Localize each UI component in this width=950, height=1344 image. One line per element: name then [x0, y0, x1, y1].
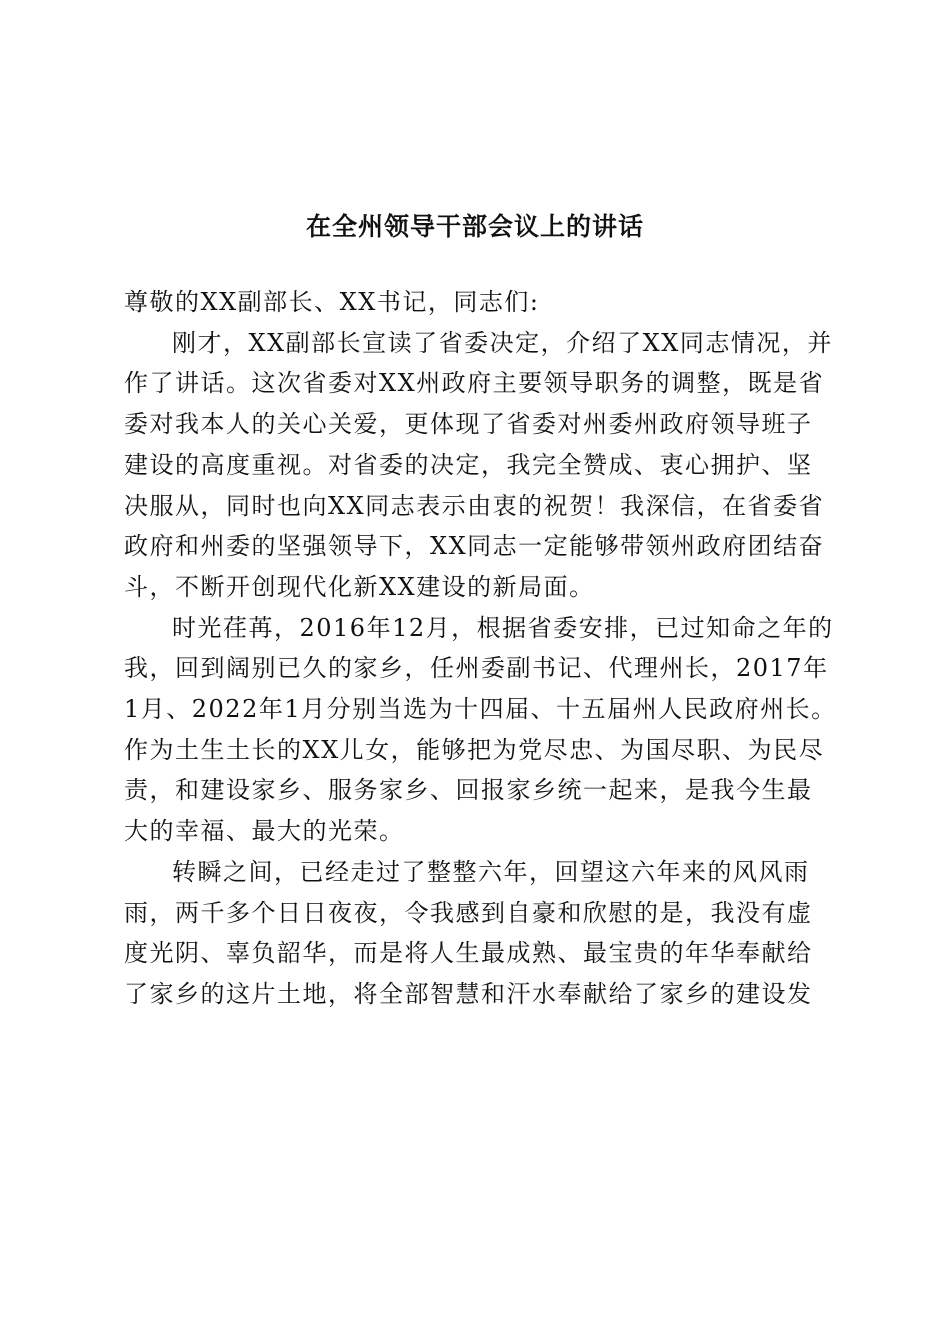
paragraph-line: 转瞬之间，已经走过了整整六年，回望这六年来的风风雨: [172, 857, 810, 886]
document-body: [124, 282, 836, 1015]
paragraph-line: 时光荏苒，2016年12月，根据省委安排，已过知命之年的: [172, 613, 834, 642]
paragraph-line: 建设的高度重视。对省委的决定，我完全赞成、衷心拥护、坚: [124, 450, 813, 479]
paragraph-1: [124, 323, 836, 608]
paragraph-2: [124, 608, 836, 852]
paragraph-line: 了家乡的这片土地，将全部智慧和汗水奉献给了家乡的建设发: [124, 979, 813, 1008]
paragraph-line: 1月、2022年1月分别当选为十四届、十五届州人民政府州长。: [124, 695, 837, 724]
salutation: 尊敬的XX副部长、XX书记，同志们:: [124, 288, 540, 316]
paragraph-line: 作了讲话。这次省委对XX州政府主要领导职务的调整，既是省: [124, 369, 825, 398]
paragraph-line: 政府和州委的坚强领导下，XX同志一定能够带领州政府团结奋: [124, 532, 825, 561]
document-title: 在全州领导干部会议上的讲话: [305, 212, 644, 241]
paragraph-line: 作为土生土长的XX儿女，能够把为党尽忠、为国尽职、为民尽: [124, 735, 825, 764]
paragraph-line: 责，和建设家乡、服务家乡、回报家乡统一起来，是我今生最: [124, 776, 813, 805]
paragraph-line: 斗，不断开创现代化新XX建设的新局面。: [124, 572, 595, 601]
paragraph-line: 我，回到阔别已久的家乡，任州委副书记、代理州长，2017年: [124, 654, 829, 683]
paragraph-3: [124, 852, 836, 1015]
paragraph-line: 决服从，同时也向XX同志表示由衷的祝贺！我深信，在省委省: [124, 491, 825, 520]
paragraph-line: 度光阴、辜负韶华，而是将人生最成熟、最宝贵的年华奉献给: [124, 939, 813, 968]
paragraph-line: 刚才，XX副部长宣读了省委决定，介绍了XX同志情况，并: [172, 328, 833, 357]
paragraph-line: 雨，两千多个日日夜夜，令我感到自豪和欣慰的是，我没有虚: [124, 898, 813, 927]
paragraph-line: 委对我本人的关心关爱，更体现了省委对州委州政府领导班子: [124, 410, 813, 439]
paragraph-line: 大的幸福、最大的光荣。: [124, 817, 405, 846]
